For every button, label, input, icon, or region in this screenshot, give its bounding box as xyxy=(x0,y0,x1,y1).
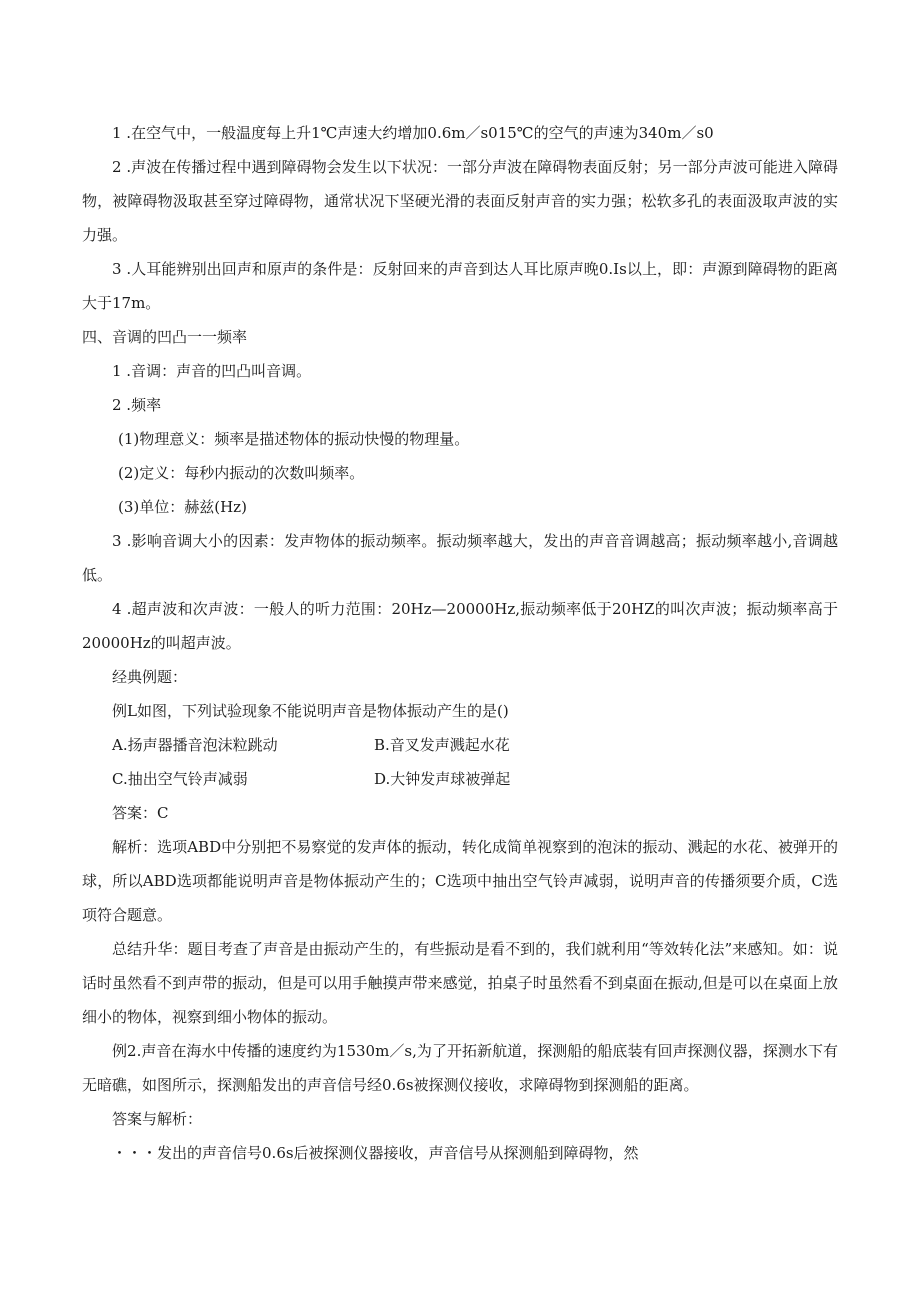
paragraph-sound-reflection: 2 .声波在传播过程中遇到障碍物会发生以下状况：一部分声波在障碍物表面反射；另一部分声波可能进入障碍物，被障碍物汲取甚至穿过障碍物，通常状况下坚硬光滑的表面反射声音的实力强；松软多孔的表面汲取声波的实力强。 xyxy=(82,158,838,244)
options-row-2 xyxy=(82,762,838,796)
example-1-analysis: 解析：选项ABD中分别把不易察觉的发声体的振动，转化成简单视察到的泡沫的振动、溅起的水花、被弹开的球，所以ABD选项都能说明声音是物体振动产生的；C选项中抽出空气铃声减弱，说明声音的传播须要介质，C选项符合题意。 xyxy=(82,838,838,924)
paragraph-frequency-title: 2 .频率 xyxy=(112,396,162,414)
section-heading-pitch: 四、音调的凹凸一一频率 xyxy=(82,328,248,346)
paragraph-pitch-definition: 1 .音调：声音的凹凸叫音调。 xyxy=(112,362,312,380)
example-2-question: 例2.声音在海水中传播的速度约为1530m／s,为了开拓新航道，探测船的船底装有回声探测仪器，探测水下有无暗礁，如图所示，探测船发出的声音信号经0.6s被探测仪接收，求障碍物到探测船的距离。 xyxy=(82,1042,838,1094)
example-1-summary: 总结升华：题目考查了声音是由振动产生的，有些振动是看不到的，我们就利用“等效转化法”来感知。如：说话时虽然看不到声带的振动，但是可以用手触摸声带来感觉，拍桌子时虽然看不到桌面在振动,但是可以在桌面上放细小的物体，视察到细小物体的振动。 xyxy=(82,940,838,1026)
option-a: A.扬声器播音泡沫粒跳动 xyxy=(112,736,278,754)
example-2-answer-heading: 答案与解析： xyxy=(112,1110,203,1128)
paragraph-frequency-definition: (2)定义：每秒内振动的次数叫频率。 xyxy=(118,464,365,482)
heading-classic-examples: 经典例题： xyxy=(112,668,188,686)
options-row-1 xyxy=(82,728,838,762)
option-d: D.大钟发声球被弹起 xyxy=(374,770,511,788)
paragraph-echo-condition: 3 .人耳能辨别出回声和原声的条件是：反射回来的声音到达人耳比原声晚0.Is以上，即：声源到障碍物的距离大于17m。 xyxy=(82,260,838,312)
paragraph-frequency-meaning: (1)物理意义：频率是描述物体的振动快慢的物理量。 xyxy=(118,430,470,448)
example-1-question: 例L如图，下列试验现象不能说明声音是物体振动产生的是() xyxy=(112,702,509,720)
paragraph-ultrasound-infrasound: 4 .超声波和次声波：一般人的听力范围：20Hz—20000Hz,振动频率低于20HZ的叫次声波；振动频率高于20000Hz的叫超声波。 xyxy=(82,600,838,652)
option-c: C.抽出空气铃声减弱 xyxy=(112,770,248,788)
paragraph-frequency-unit: (3)单位：赫兹(Hz) xyxy=(118,498,247,516)
example-1-answer: 答案：C xyxy=(112,804,169,822)
option-b: B.音叉发声溅起水花 xyxy=(374,736,510,754)
example-2-analysis: ・・・发出的声音信号0.6s后被探测仪器接收，声音信号从探测船到障碍物，然 xyxy=(112,1144,639,1162)
paragraph-sound-speed-temperature: 1 .在空气中，一般温度每上升1℃声速大约增加0.6m／s015℃的空气的声速为340m／s0 xyxy=(112,124,714,142)
paragraph-pitch-factors: 3 .影响音调大小的因素：发声物体的振动频率。振动频率越大，发出的声音音调越高；振动频率越小,音调越低。 xyxy=(82,532,838,584)
